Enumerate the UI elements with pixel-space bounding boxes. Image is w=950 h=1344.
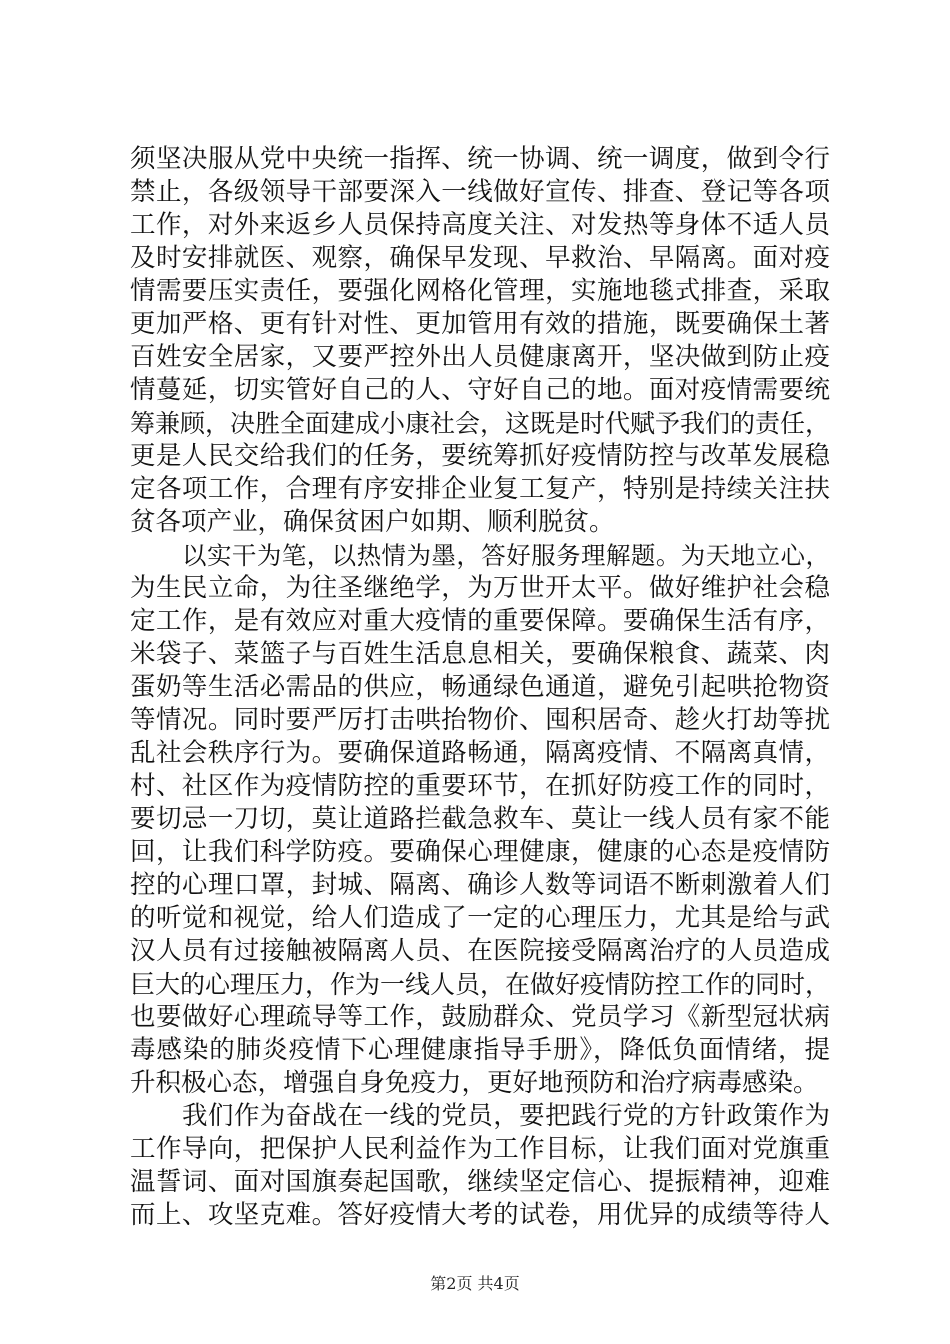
text-line: 巨大的心理压力，作为一线人员，在做好疫情防控工作的同时， [130, 970, 831, 999]
paragraph-3 [130, 1100, 830, 1232]
text-line: 更加严格、更有针对性、更加管用有效的措施，既要确保土著 [130, 309, 830, 339]
text-line: 回，让我们科学防疫。要确保心理健康，健康的心态是疫情防 [130, 837, 830, 867]
text-line: 米袋子、菜篮子与百姓生活息息相关，要确保粮食、蔬菜、肉 [130, 639, 830, 669]
text-line: 情蔓延，切实管好自己的人、守好自己的地。面对疫情需要统 [130, 375, 830, 405]
paragraph-1 [130, 143, 830, 539]
text-line: 及时安排就医、观察，确保早发现、早救治、早隔离。面对疫 [130, 243, 830, 273]
text-line: 汉人员有过接触被隔离人员、在医院接受隔离治疗的人员造成 [130, 936, 830, 966]
text-line: 为生民立命，为往圣继绝学，为万世开太平。做好维护社会稳 [130, 573, 830, 603]
text-line: 以实干为笔，以热情为墨，答好服务理解题。为天地立心， [182, 541, 830, 570]
text-line: 的听觉和视觉，给人们造成了一定的心理压力，尤其是给与武 [130, 903, 830, 933]
text-line: 百姓安全居家，又要严控外出人员健康离开，坚决做到防止疫 [130, 342, 830, 372]
text-line: 毒感染的肺炎疫情下心理健康指导手册》，降低负面情绪，提 [130, 1035, 830, 1065]
text-line: 情需要压实责任，要强化网格化管理，实施地毯式排查，采取 [130, 276, 830, 306]
text-line: 须坚决服从党中央统一指挥、统一协调、统一调度，做到令行 [130, 144, 830, 174]
text-line: 定各项工作，合理有序安排企业复工复产，特别是持续关注扶 [130, 474, 830, 504]
text-line: 我们作为奋战在一线的党员，要把践行党的方针政策作为 [182, 1101, 830, 1131]
paragraph-2 [130, 539, 830, 1100]
text-line: 筹兼顾，决胜全面建成小康社会，这既是时代赋予我们的责任， [130, 409, 831, 438]
text-line: 乱社会秩序行为。要确保道路畅通，隔离疫情、不隔离真情， [130, 738, 830, 768]
text-line: 温誓词、面对国旗奏起国歌，继续坚定信心、提振精神，迎难 [130, 1167, 830, 1197]
text-line: 蛋奶等生活必需品的供应，畅通绿色通道，避免引起哄抢物资 [130, 672, 830, 702]
text-line: 工作，对外来返乡人员保持高度关注、对发热等身体不适人员 [130, 210, 830, 240]
text-line: 等情况。同时要严厉打击哄抬物价、囤积居奇、趁火打劫等扰 [130, 705, 830, 735]
text-line: 控的心理口罩，封城、隔离、确诊人数等词语不断刺激着人们 [130, 870, 830, 900]
text-line: 贫各项产业，确保贫困户如期、顺利脱贫。 [130, 507, 615, 537]
text-line: 更是人民交给我们的任务，要统筹抓好疫情防控与改革发展稳 [130, 441, 830, 471]
text-line: 要切忌一刀切，莫让道路拦截急救车、莫让一线人员有家不能 [130, 804, 830, 834]
text-line: 工作导向，把保护人民利益作为工作目标，让我们面对党旗重 [130, 1134, 830, 1164]
text-line: 升积极心态，增强自身免疫力，更好地预防和治疗病毒感染。 [130, 1068, 819, 1098]
text-line: 也要做好心理疏导等工作，鼓励群众、党员学习《新型冠状病 [130, 1002, 830, 1032]
text-line: 村、社区作为疫情防控的重要环节，在抓好防疫工作的同时， [130, 771, 830, 801]
page-footer: 第2页 共4页 [430, 1274, 520, 1293]
document-body [130, 143, 830, 1232]
text-line: 定工作，是有效应对重大疫情的重要保障。要确保生活有序， [130, 606, 830, 636]
text-line: 禁止，各级领导干部要深入一线做好宣传、排查、登记等各项 [130, 177, 830, 207]
text-line: 而上、攻坚克难。答好疫情大考的试卷，用优异的成绩等待人 [130, 1200, 830, 1230]
